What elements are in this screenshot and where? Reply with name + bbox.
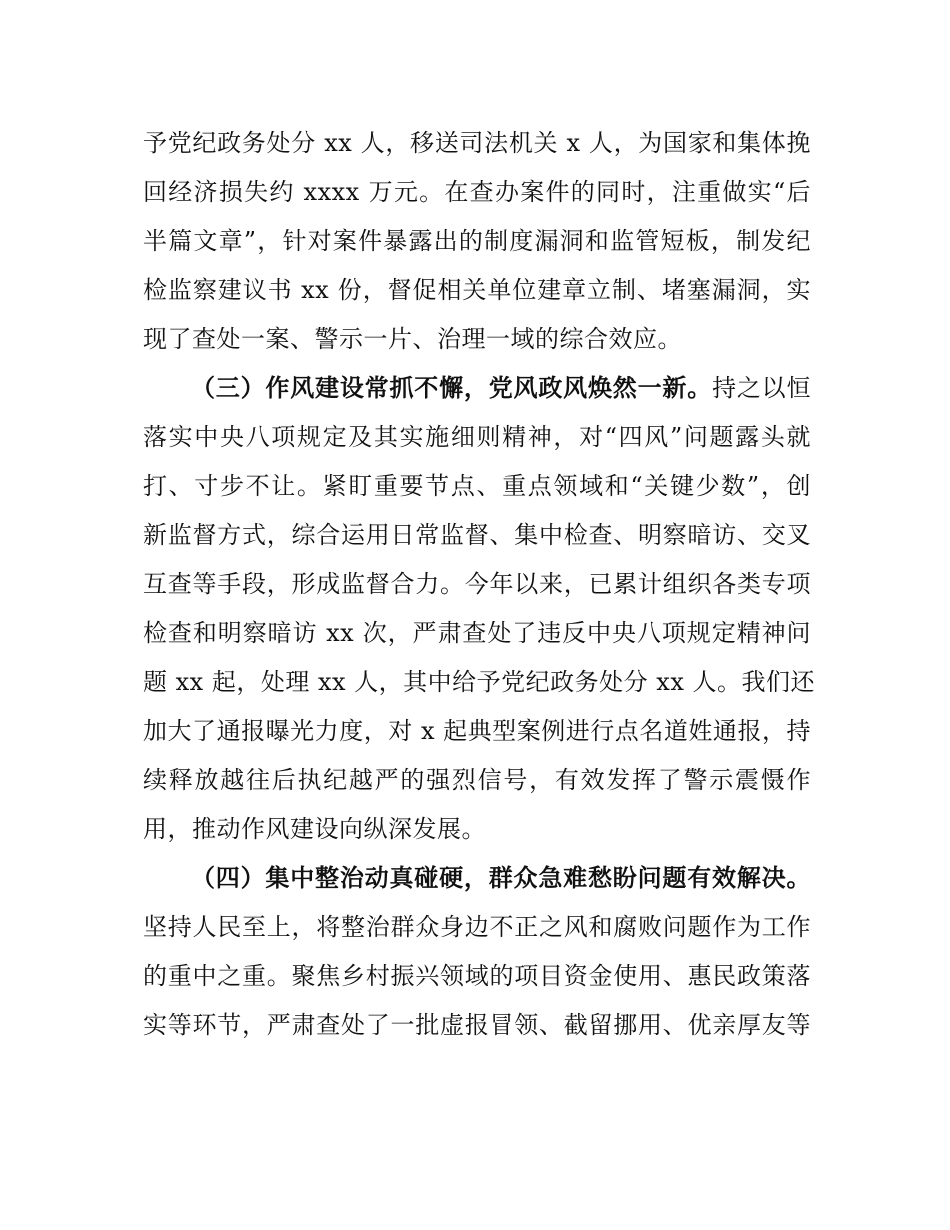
- paragraph-case-results: [143, 119, 811, 364]
- text-line: 检监察建议书 xx 份，督促相关单位建章立制、堵塞漏洞，实: [143, 276, 811, 304]
- paragraph-rectification: [143, 854, 811, 1050]
- text-line: [143, 854, 811, 903]
- text-line: 半篇文章”，针对案件暴露出的制度漏洞和监管短板，制发纪: [143, 227, 811, 255]
- text-line: 加大了通报曝光力度，对 x 起典型案例进行点名道姓通报，持: [143, 717, 811, 745]
- text-line: 打、寸步不让。紧盯重要节点、重点领域和“关键少数”，创: [143, 472, 811, 500]
- section-heading: （三）作风建设常抓不懈，党风政风焕然一新。: [191, 374, 713, 402]
- text-line: 题 xx 起，处理 xx 人，其中给予党纪政务处分 xx 人。我们还: [143, 668, 815, 696]
- text-line: 回经济损失约 xxxx 万元。在查办案件的同时，注重做实“后: [143, 178, 811, 206]
- text-line: 坚持人民至上，将整治群众身边不正之风和腐败问题作为工作: [143, 913, 811, 941]
- text-line: 实等环节，严肃查处了一批虚报冒领、截留挪用、优亲厚友等: [143, 1011, 811, 1039]
- text-line: 互查等手段，形成监督合力。今年以来，已累计组织各类专项: [143, 570, 811, 598]
- text-line: 续释放越往后执纪越严的强烈信号，有效发挥了警示震慑作: [143, 766, 811, 794]
- section-heading: （四）集中整治动真碰硬，群众急难愁盼问题有效解决。: [191, 864, 811, 892]
- text-line: 予党纪政务处分 xx 人，移送司法机关 x 人，为国家和集体挽: [143, 129, 811, 157]
- text-line: 落实中央八项规定及其实施细则精神，对“四风”问题露头就: [143, 423, 811, 451]
- text-line: 检查和明察暗访 xx 次，严肃查处了违反中央八项规定精神问: [143, 619, 811, 647]
- text-line: 现了查处一案、警示一片、治理一域的综合效应。: [143, 325, 682, 353]
- text-line: 的重中之重。聚焦乡村振兴领域的项目资金使用、惠民政策落: [143, 962, 811, 990]
- paragraph-work-style: [143, 364, 815, 854]
- text-line: 新监督方式，综合运用日常监督、集中检查、明察暗访、交叉: [143, 521, 811, 549]
- text-line: 用，推动作风建设向纵深发展。: [143, 815, 486, 843]
- text-fragment: 持之以恒: [712, 374, 811, 402]
- text-line: [143, 364, 811, 413]
